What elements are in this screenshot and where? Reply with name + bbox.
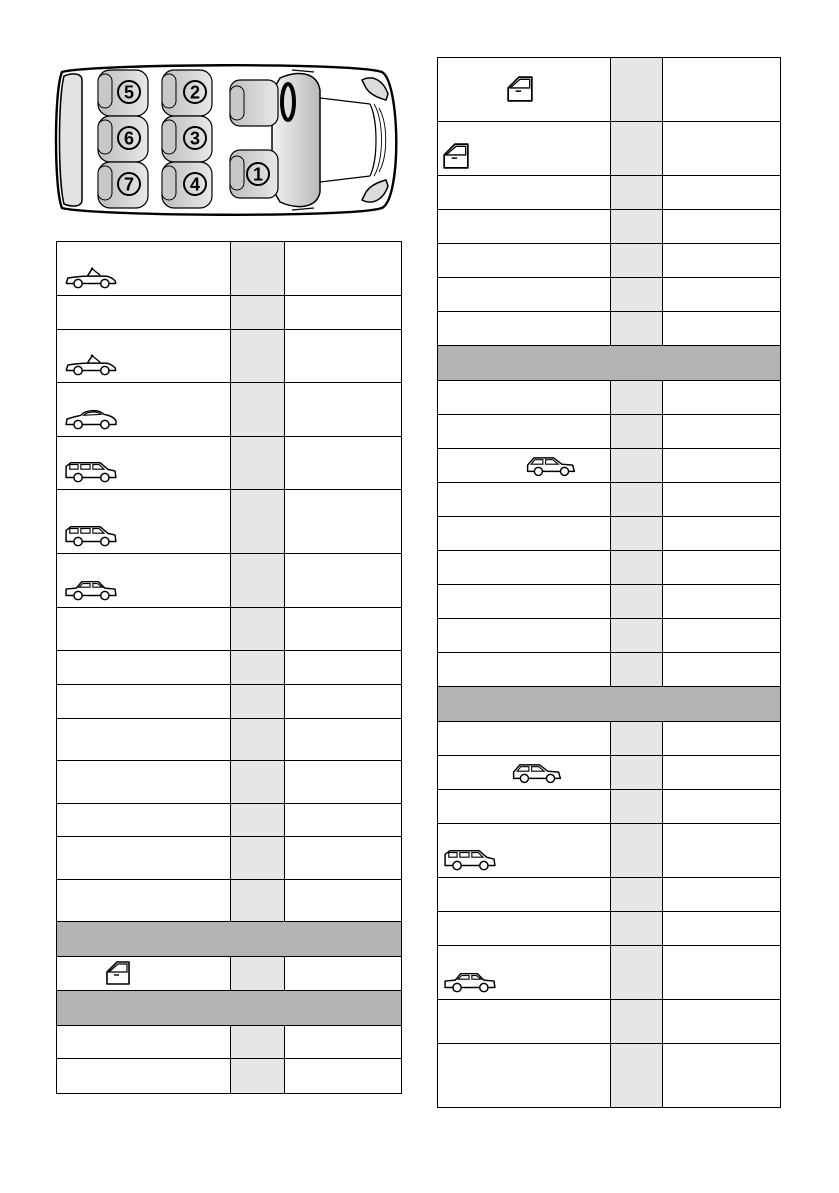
table-cell <box>57 242 231 296</box>
table-cell <box>611 415 663 449</box>
table-cell <box>285 651 402 685</box>
table-cell <box>438 176 611 210</box>
table-cell <box>438 278 611 312</box>
table-cell <box>611 585 663 619</box>
seat-number: 3 <box>189 128 201 149</box>
seat-3 <box>162 116 212 162</box>
table-cell <box>285 490 402 554</box>
table-cell <box>57 957 231 991</box>
table-cell <box>611 551 663 585</box>
car-door-icon <box>506 75 534 103</box>
table-cell <box>438 449 611 483</box>
table-cell <box>611 122 663 176</box>
table-row <box>57 685 402 719</box>
table-cell <box>231 804 285 837</box>
section-header-row <box>438 687 781 722</box>
table-cell <box>663 122 781 176</box>
table-cell <box>663 176 781 210</box>
table-cell <box>231 330 285 383</box>
table-row <box>438 878 781 912</box>
table-cell <box>438 619 611 653</box>
table-cell <box>611 1044 663 1108</box>
table-cell <box>611 946 663 1000</box>
table-cell <box>285 880 402 922</box>
table-cell <box>57 880 231 922</box>
table-cell <box>231 296 285 330</box>
table-cell <box>611 449 663 483</box>
table-row <box>57 437 402 490</box>
table-cell <box>438 824 611 878</box>
table-cell <box>663 824 781 878</box>
table-cell <box>285 437 402 490</box>
table-row <box>57 330 402 383</box>
seat-number: 5 <box>123 82 135 103</box>
hatchback-car-icon <box>510 761 564 785</box>
table-cell <box>57 608 231 651</box>
table-row <box>57 719 402 761</box>
wagon-car-icon <box>63 460 119 484</box>
table-row <box>438 1044 781 1108</box>
table-cell <box>611 483 663 517</box>
table-cell <box>57 804 231 837</box>
table-cell <box>611 619 663 653</box>
table-cell <box>611 176 663 210</box>
table-cell <box>57 330 231 383</box>
table-cell <box>438 415 611 449</box>
hatchback-car-icon <box>524 454 578 478</box>
section-header <box>438 687 781 722</box>
table-cell <box>438 756 611 790</box>
table-row <box>57 383 402 437</box>
seat-number: 4 <box>189 174 201 195</box>
table-row <box>438 415 781 449</box>
table-row <box>438 585 781 619</box>
table-cell <box>285 296 402 330</box>
table-cell <box>663 1000 781 1044</box>
table-cell <box>438 312 611 346</box>
table-cell <box>231 837 285 880</box>
table-cell <box>285 1059 402 1094</box>
table-row <box>57 651 402 685</box>
table-row <box>438 278 781 312</box>
table-cell <box>57 296 231 330</box>
table-cell <box>611 653 663 687</box>
table-cell <box>438 585 611 619</box>
table-cell <box>663 278 781 312</box>
section-header-row <box>438 346 781 381</box>
table-cell <box>663 585 781 619</box>
table-row <box>438 176 781 210</box>
table-cell <box>438 517 611 551</box>
table-cell <box>57 490 231 554</box>
table-row <box>438 517 781 551</box>
table-cell <box>611 58 663 122</box>
table-cell <box>285 957 402 991</box>
table-cell <box>231 880 285 922</box>
table-cell <box>285 242 402 296</box>
seat-1 <box>230 150 278 198</box>
table-cell <box>285 608 402 651</box>
table-row <box>438 722 781 756</box>
table-cell <box>285 554 402 608</box>
table-cell <box>438 381 611 415</box>
table-row <box>438 381 781 415</box>
table-cell <box>611 278 663 312</box>
car-door-icon <box>442 142 470 170</box>
table-cell <box>438 244 611 278</box>
table-cell <box>611 824 663 878</box>
seat-4 <box>162 162 212 208</box>
table-cell <box>231 1026 285 1059</box>
convertible-car-icon <box>63 266 119 290</box>
seat-number: 2 <box>189 82 201 103</box>
table-cell <box>663 756 781 790</box>
right-compatibility-table <box>437 57 781 1108</box>
table-cell <box>663 58 781 122</box>
table-row <box>438 551 781 585</box>
table-row <box>438 1000 781 1044</box>
table-cell <box>663 312 781 346</box>
table-cell <box>611 1000 663 1044</box>
table-cell <box>231 685 285 719</box>
table-row <box>438 483 781 517</box>
table-row <box>438 58 781 122</box>
table-cell <box>57 685 231 719</box>
table-cell <box>611 722 663 756</box>
table-cell <box>285 837 402 880</box>
seat-layout-diagram <box>52 60 404 220</box>
wagon-car-icon <box>63 524 119 548</box>
table-cell <box>663 722 781 756</box>
table-cell <box>663 1044 781 1108</box>
table-cell <box>57 651 231 685</box>
table-cell <box>611 210 663 244</box>
table-cell <box>285 719 402 761</box>
table-cell <box>438 1044 611 1108</box>
table-cell <box>611 244 663 278</box>
table-cell <box>438 653 611 687</box>
table-cell <box>285 685 402 719</box>
seat-number: 6 <box>123 128 135 149</box>
table-row <box>438 912 781 946</box>
table-cell <box>57 761 231 804</box>
table-cell <box>663 381 781 415</box>
table-cell <box>231 437 285 490</box>
seat-5 <box>98 70 148 116</box>
table-cell <box>611 312 663 346</box>
table-row <box>438 244 781 278</box>
table-cell <box>231 719 285 761</box>
table-cell <box>663 449 781 483</box>
seat-6 <box>98 116 148 162</box>
table-cell <box>285 330 402 383</box>
table-row <box>438 312 781 346</box>
table-row <box>57 837 402 880</box>
table-cell <box>57 1026 231 1059</box>
table-row <box>438 619 781 653</box>
table-row <box>438 210 781 244</box>
table-cell <box>438 1000 611 1044</box>
table-cell <box>57 837 231 880</box>
wagon-car-icon <box>442 848 498 872</box>
table-cell <box>231 957 285 991</box>
table-row <box>57 554 402 608</box>
section-header-row <box>57 991 402 1026</box>
table-row <box>57 490 402 554</box>
section-header <box>57 922 402 957</box>
table-cell <box>231 761 285 804</box>
table-cell <box>231 383 285 437</box>
sedan-car-icon <box>63 578 119 602</box>
table-row <box>57 957 402 991</box>
table-row <box>57 296 402 330</box>
seat-number: 1 <box>252 164 264 185</box>
table-cell <box>663 244 781 278</box>
table-row <box>57 608 402 651</box>
table-cell <box>438 58 611 122</box>
table-cell <box>663 415 781 449</box>
table-row <box>57 1026 402 1059</box>
seat-2 <box>162 70 212 116</box>
table-cell <box>57 437 231 490</box>
table-cell <box>57 554 231 608</box>
table-cell <box>285 383 402 437</box>
table-cell <box>285 804 402 837</box>
table-cell <box>231 490 285 554</box>
table-cell <box>438 483 611 517</box>
table-cell <box>663 619 781 653</box>
table-cell <box>663 210 781 244</box>
table-cell <box>231 651 285 685</box>
table-cell <box>438 946 611 1000</box>
table-row <box>57 804 402 837</box>
table-cell <box>611 790 663 824</box>
sedan-car-icon <box>442 970 498 994</box>
table-cell <box>231 242 285 296</box>
table-row <box>438 449 781 483</box>
table-cell <box>611 912 663 946</box>
table-cell <box>663 946 781 1000</box>
table-cell <box>438 722 611 756</box>
table-cell <box>663 653 781 687</box>
table-cell <box>438 790 611 824</box>
table-cell <box>438 210 611 244</box>
table-cell <box>663 551 781 585</box>
section-header-row <box>57 922 402 957</box>
seat-number: 7 <box>123 174 135 195</box>
table-row <box>438 824 781 878</box>
table-row <box>57 242 402 296</box>
table-row <box>57 880 402 922</box>
table-cell <box>611 381 663 415</box>
section-header <box>438 346 781 381</box>
table-row <box>438 756 781 790</box>
table-cell <box>611 517 663 551</box>
table-cell <box>663 790 781 824</box>
table-cell <box>57 1059 231 1094</box>
table-cell <box>663 878 781 912</box>
table-cell <box>231 554 285 608</box>
left-compatibility-table <box>56 241 402 1094</box>
table-row <box>438 790 781 824</box>
table-row <box>57 1059 402 1094</box>
seat-7 <box>98 162 148 208</box>
table-row <box>57 761 402 804</box>
table-cell <box>438 912 611 946</box>
table-cell <box>438 551 611 585</box>
table-row <box>438 122 781 176</box>
table-cell <box>438 122 611 176</box>
table-cell <box>663 912 781 946</box>
table-cell <box>231 1059 285 1094</box>
table-row <box>438 946 781 1000</box>
table-cell <box>285 761 402 804</box>
table-cell <box>285 1026 402 1059</box>
table-cell <box>438 878 611 912</box>
table-row <box>438 653 781 687</box>
table-cell <box>663 517 781 551</box>
coupe-car-icon <box>63 407 119 431</box>
table-cell <box>57 383 231 437</box>
table-cell <box>57 719 231 761</box>
convertible-car-icon <box>63 353 119 377</box>
table-cell <box>611 756 663 790</box>
car-door-icon <box>105 960 131 986</box>
table-cell <box>611 878 663 912</box>
table-cell <box>663 483 781 517</box>
table-cell <box>231 608 285 651</box>
front-passenger-seat <box>230 80 278 126</box>
section-header <box>57 991 402 1026</box>
